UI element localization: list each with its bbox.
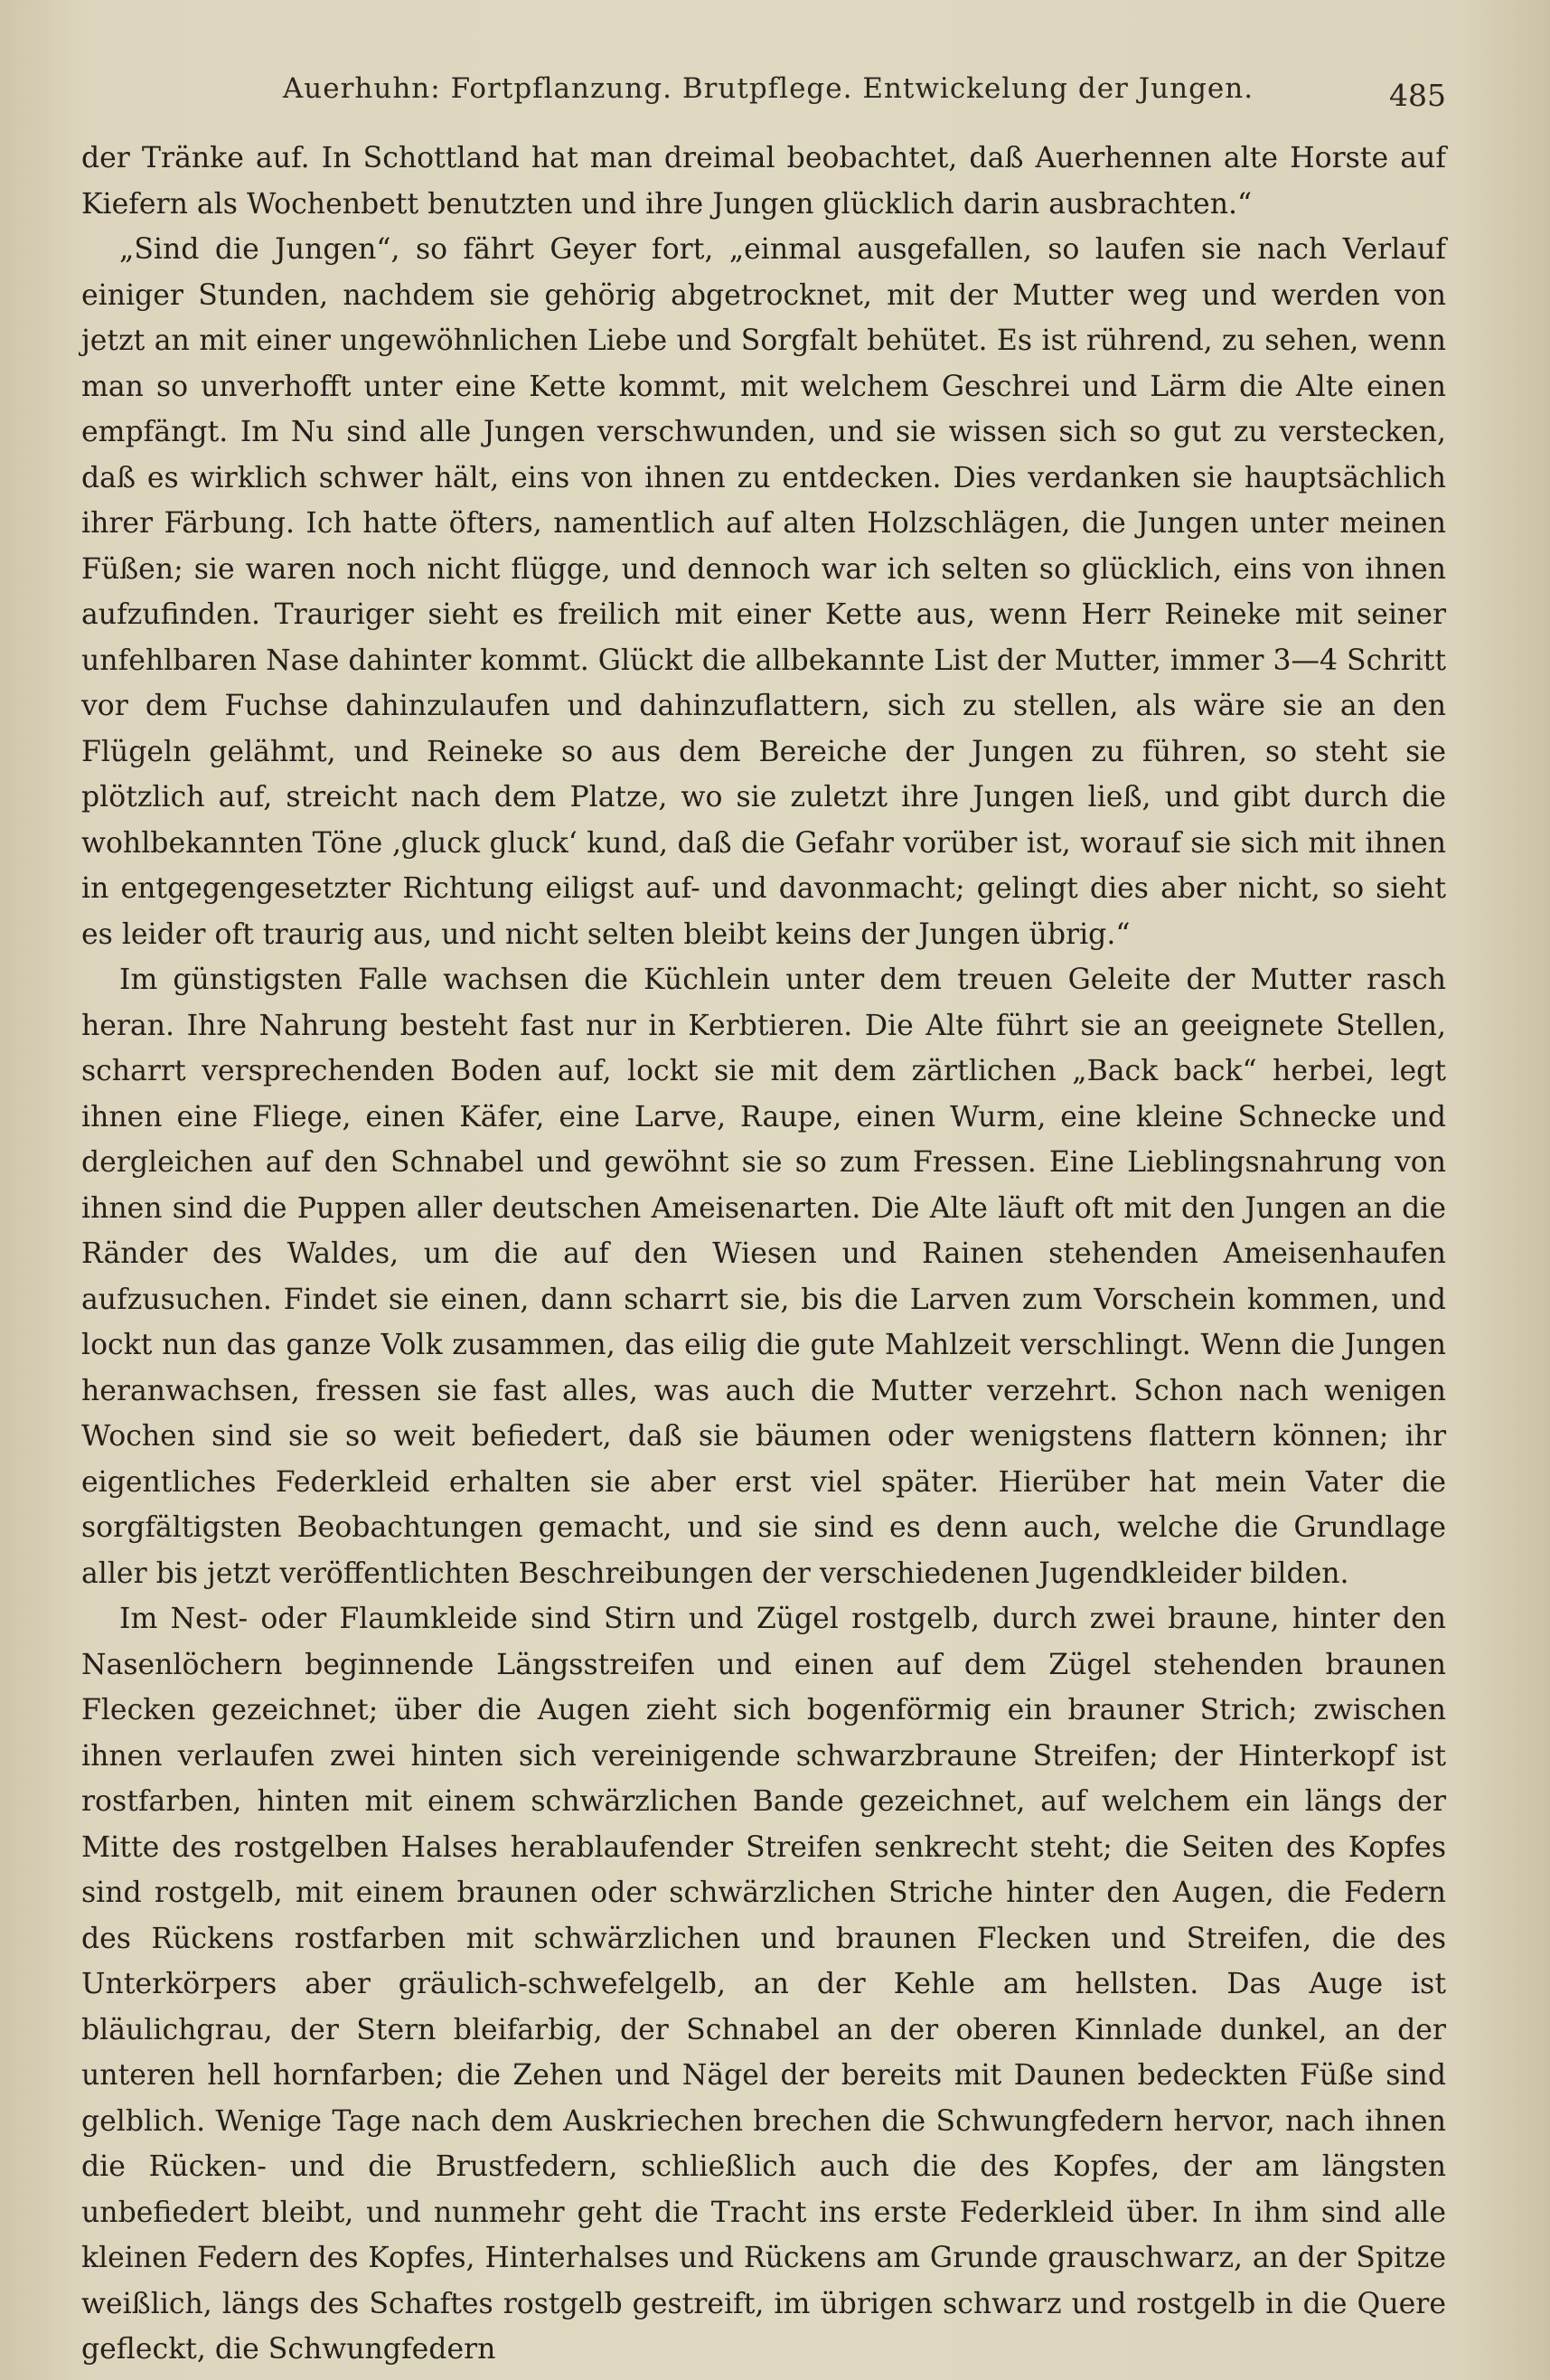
paragraph-nestkleid: Im Nest- oder Flaumkleide sind Stirn und Zügel rostgelb, durch zwei braune, hinter den Nasenlöchern beginnende Längsstreifen und einen auf dem Zügel stehenden braunen Flecken gezeichnet; über die Augen zieht sich bogenförmig ein brauner Strich; zwischen ihnen verlaufen zwei hinten sich vereinigende schwarzbraune Streifen; der Hinterkopf ist rostfarben, hinten mit einem schwärzlichen Bande gezeichnet, auf welchem ein längs der Mitte des rostgelben Halses herablaufender Streifen senkrecht steht; die Seiten des Kopfes sind rostgelb, mit einem braunen oder schwärzlichen Striche hinter den Augen, die Federn des Rückens rostfarben mit schwärzlichen und braunen Flecken und Streifen, die des Unterkörpers aber gräulich-schwefelgelb, an der Kehle am hellsten. Das Auge ist bläulichgrau, der Stern bleifarbig, der Schnabel an der oberen Kinnlade dunkel, an der unteren hell hornfarben; die Zehen und Nägel der bereits mit Daunen bedeckten Füße sind gelblich. Wenige Tage nach dem Auskriechen brechen die Schwungfedern hervor, nach ihnen die Rücken- und die Brustfedern, schließlich auch die des Kopfes, der am längsten unbefiedert bleibt, und nunmehr geht die Tracht ins erste Federkleid über. In ihm sind alle kleinen Federn des Kopfes, Hinterhalses und Rückens am Grunde grauschwarz, an der Spitze weißlich, längs des Schaftes rostgelb gestreift, im übrigen schwarz und rostgelb in die Quere gefleckt, die Schwungfedern (81, 1603, 1446, 2366)
page-number: 485 (1389, 78, 1446, 113)
running-head: Auerhuhn: Fortpflanzung. Brutpflege. Entwickelung der Jungen. (282, 72, 1254, 105)
paragraph-nahrung: Im günstigsten Falle wachsen die Küchlein unter dem treuen Geleite der Mutter rasch heran. Ihre Nahrung besteht fast nur in Kerbtieren. Die Alte führt sie an geeignete Stellen, scharrt versprechenden Boden auf, lockt sie mit dem zärtlichen „Back back“ herbei, legt ihnen eine Fliege, einen Käfer, eine Larve, Raupe, einen Wurm, eine kleine Schnecke und dergleichen auf den Schnabel und gewöhnt sie so zum Fressen. Eine Lieblingsnahrung von ihnen sind die Puppen aller deutschen Ameisenarten. Die Alte läuft oft mit den Jungen an die Ränder des Waldes, um die auf den Wiesen und Rainen stehenden Ameisenhaufen aufzusuchen. Findet sie einen, dann scharrt sie, bis die Larven zum Vorschein kommen, und lockt nun das ganze Volk zusammen, das eilig die gute Mahlzeit verschlingt. Wenn die Jungen heranwachsen, fressen sie fast alles, was auch die Mutter verzehrt. Schon nach wenigen Wochen sind sie so weit befiedert, daß sie bäumen oder wenigstens flattern können; ihr eigentliches Federkleid erhalten sie aber erst viel später. Hierüber hat mein Vater die sorgfältigsten Beobachtungen gemacht, und sie sind es denn auch, welche die Grundlage aller bis jetzt veröffentlichten Beschreibungen der verschiedenen Jugendkleider bilden. (81, 964, 1446, 1590)
page-header (81, 65, 1455, 119)
paragraph-continuation: der Tränke auf. In Schottland hat man dreimal beobachtet, daß Auerhennen alte Horste auf Kiefern als Wochenbett benutzten und ihre Jungen glücklich darin ausbrachten.“ (81, 142, 1446, 221)
body-text (81, 136, 1446, 2373)
paragraph-geyer-quote: „Sind die Jungen“, so fährt Geyer fort, „einmal ausgefallen, so laufen sie nach Verlauf einiger Stunden, nachdem sie gehörig abgetrocknet, mit der Mutter weg und werden von jetzt an mit einer ungewöhnlichen Liebe und Sorgfalt behütet. Es ist rührend, zu sehen, wenn man so unverhofft unter eine Kette kommt, mit welchem Geschrei und Lärm die Alte einen empfängt. Im Nu sind alle Jungen verschwunden, und sie wissen sich so gut zu verstecken, daß es wirklich schwer hält, eins von ihnen zu entdecken. Dies verdanken sie hauptsächlich ihrer Färbung. Ich hatte öfters, namentlich auf alten Holzschlägen, die Jungen unter meinen Füßen; sie waren noch nicht flügge, und dennoch war ich selten so glücklich, eins von ihnen aufzufinden. Trauriger sieht es freilich mit einer Kette aus, wenn Herr Reineke mit seiner unfehlbaren Nase dahinter kommt. Glückt die allbekannte List der Mutter, immer 3—4 Schritt vor dem Fuchse dahinzulaufen und dahinzuflattern, sich zu stellen, als wäre sie an den Flügeln gelähmt, und Reineke so aus dem Bereiche der Jungen zu führen, so steht sie plötzlich auf, streicht nach dem Platze, wo sie zuletzt ihre Jungen ließ, und gibt durch die wohlbekannten Töne ‚gluck gluck‘ kund, daß die Gefahr vorüber ist, worauf sie sich mit ihnen in entgegengesetzter Richtung eiligst auf- und davonmacht; gelingt dies aber nicht, so sieht es leider oft traurig aus, und nicht selten bleibt keins der Jungen übrig.“ (81, 233, 1447, 951)
